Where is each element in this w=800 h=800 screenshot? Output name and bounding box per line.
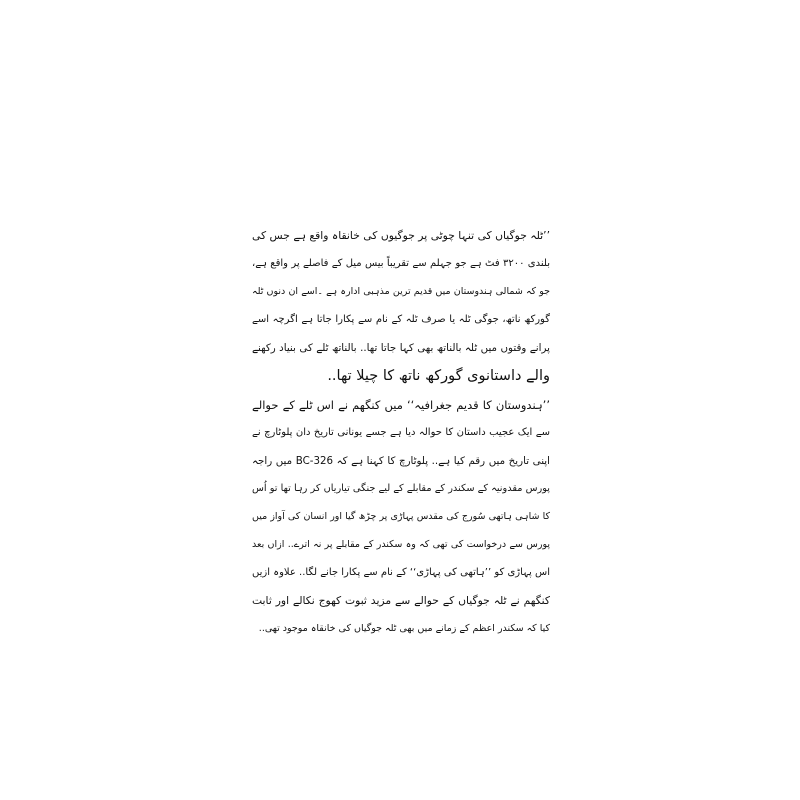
- text-line: کیا کہ سکندر اعظم کے زمانے میں بھی ٹلہ جوگیاں کی خانقاہ موجود تھی..: [258, 623, 550, 635]
- text-line: ’’ہندوستان کا قدیم جغرافیہ‘‘ میں کنگھم نے اس ٹلے کے حوالے: [252, 397, 550, 412]
- text-line: گورکھ ناتھ، جوگی ٹلہ یا صرف ٹلہ کے نام سے پکارا جاتا ہے اگرچہ اسے: [252, 314, 550, 326]
- text-line: سے ایک عجیب داستان کا حوالہ دیا ہے جسے یونانی تاریخ دان پلوٹارچ نے: [252, 426, 550, 438]
- text-line: بلندی ۳۲۰۰ فٹ ہے جو جہلم سے تقریباً بیس میل کے فاصلے پر واقع ہے،: [252, 258, 550, 270]
- text-line: اس پہاڑی کو ’’ہاتھی کی پہاڑی‘‘ کے نام سے پکارا جانے لگا.. علاوہ ازیں: [252, 567, 550, 579]
- text-line: جو کہ شمالی ہندوستان میں قدیم ترین مذہبی ادارہ ہے ۔اسے ان دنوں ٹلہ: [252, 286, 550, 298]
- urdu-text-block: [252, 222, 550, 643]
- text-line: ’’ٹلہ جوگیاں کی تنہا چوٹی پر جوگیوں کی خانقاہ واقع ہے جس کی: [252, 229, 550, 242]
- text-line: پورس مقدونیہ کے سکندر کے مقابلے کے لیے جنگی تیاریاں کر رہا تھا تو اُس: [252, 482, 550, 494]
- text-line: پورس سے درخواست کی تھی کہ وہ سکندر کے مقابلے پر نہ اترے.. ازاں بعد: [252, 539, 550, 551]
- text-line: کا شاہی ہاتھی سُورج کی مقدس پہاڑی پر چڑھ گیا اور انسان کی آواز میں: [252, 510, 550, 522]
- text-line: کنگھم نے ٹلہ جوگیاں کے حوالے سے مزید ثبوت کھوج نکالے اور ثابت: [252, 594, 550, 608]
- text-line: اپنی تاریخ میں رقم کیا ہے.. پلوٹارچ کا کہنا ہے کہ 326-BC میں راجہ: [252, 454, 550, 467]
- text-line: پرانے وقتوں میں ٹلہ بالناتھ بھی کہا جاتا تھا.. بالناتھ ٹلے کی بنیاد رکھنے: [252, 342, 550, 355]
- text-line: والے داستانوی گورکھ ناتھ کا چیلا تھا..: [327, 368, 550, 385]
